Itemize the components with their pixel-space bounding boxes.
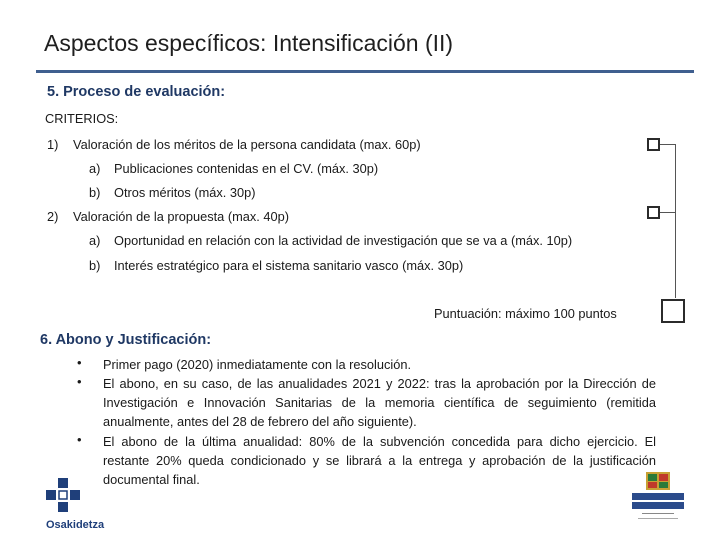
- payment-item-2: El abono, en su caso, de las anualidades 2021 y 2022: tras la aprobación por la Dirección de Investigación e Innovación Sanitarias de la memoria científica de seguimiento (remitida anualmente, antes del 28 de febrero del año siguiente).: [103, 376, 656, 429]
- section-5-heading: 5. Proceso de evaluación:: [47, 84, 226, 100]
- criterios-label: CRITERIOS:: [45, 111, 119, 126]
- criterion-1a-letter: a): [89, 161, 101, 176]
- title-divider: [36, 70, 694, 73]
- criterion-1a-text: Publicaciones contenidas en el CV. (máx. 30p): [114, 161, 379, 176]
- section-6-heading: 6. Abono y Justificación:: [40, 332, 212, 348]
- criterion-1b-text: Otros méritos (máx. 30p): [114, 185, 256, 200]
- bracket-vertical-line: [675, 144, 676, 298]
- bullet-icon: •: [77, 374, 82, 389]
- bullet-icon: •: [77, 432, 82, 447]
- criterion-1-number: 1): [47, 137, 59, 152]
- criterion-2-text: Valoración de la propuesta (max. 40p): [73, 209, 290, 224]
- criterion-2-checkbox: [647, 206, 660, 219]
- max-score-text: Puntuación: máximo 100 puntos: [434, 306, 617, 321]
- criterion-1-text: Valoración de los méritos de la persona candidata (max. 60p): [73, 137, 421, 152]
- criterion-2b-text: Interés estratégico para el sistema sanitario vasco (máx. 30p): [114, 258, 464, 273]
- gobierno-vasco-logo: [632, 472, 684, 524]
- criterion-2a-letter: a): [89, 233, 101, 248]
- criterion-2-number: 2): [47, 209, 59, 224]
- criterion-2a-text: Oportunidad en relación con la actividad de investigación que se va a (máx. 10p): [114, 233, 573, 248]
- osakidetza-logo-text: Osakidetza: [46, 519, 105, 531]
- bullet-icon: •: [77, 355, 82, 370]
- criterion-1-checkbox: [647, 138, 660, 151]
- payment-item-3: El abono de la última anualidad: 80% de la subvención concedida para dicho ejercicio. El restante 20% queda condicionado y se librará a la entrega y aprobación de la justificación documental final.: [103, 434, 656, 487]
- payment-item-1: Primer pago (2020) inmediatamente con la resolución.: [103, 357, 412, 372]
- criterion-2b-letter: b): [89, 258, 101, 273]
- osakidetza-logo-icon: [46, 478, 80, 514]
- total-score-box: [661, 299, 685, 323]
- criterion-1b-letter: b): [89, 185, 101, 200]
- page-title: Aspectos específicos: Intensificación (II): [44, 30, 454, 56]
